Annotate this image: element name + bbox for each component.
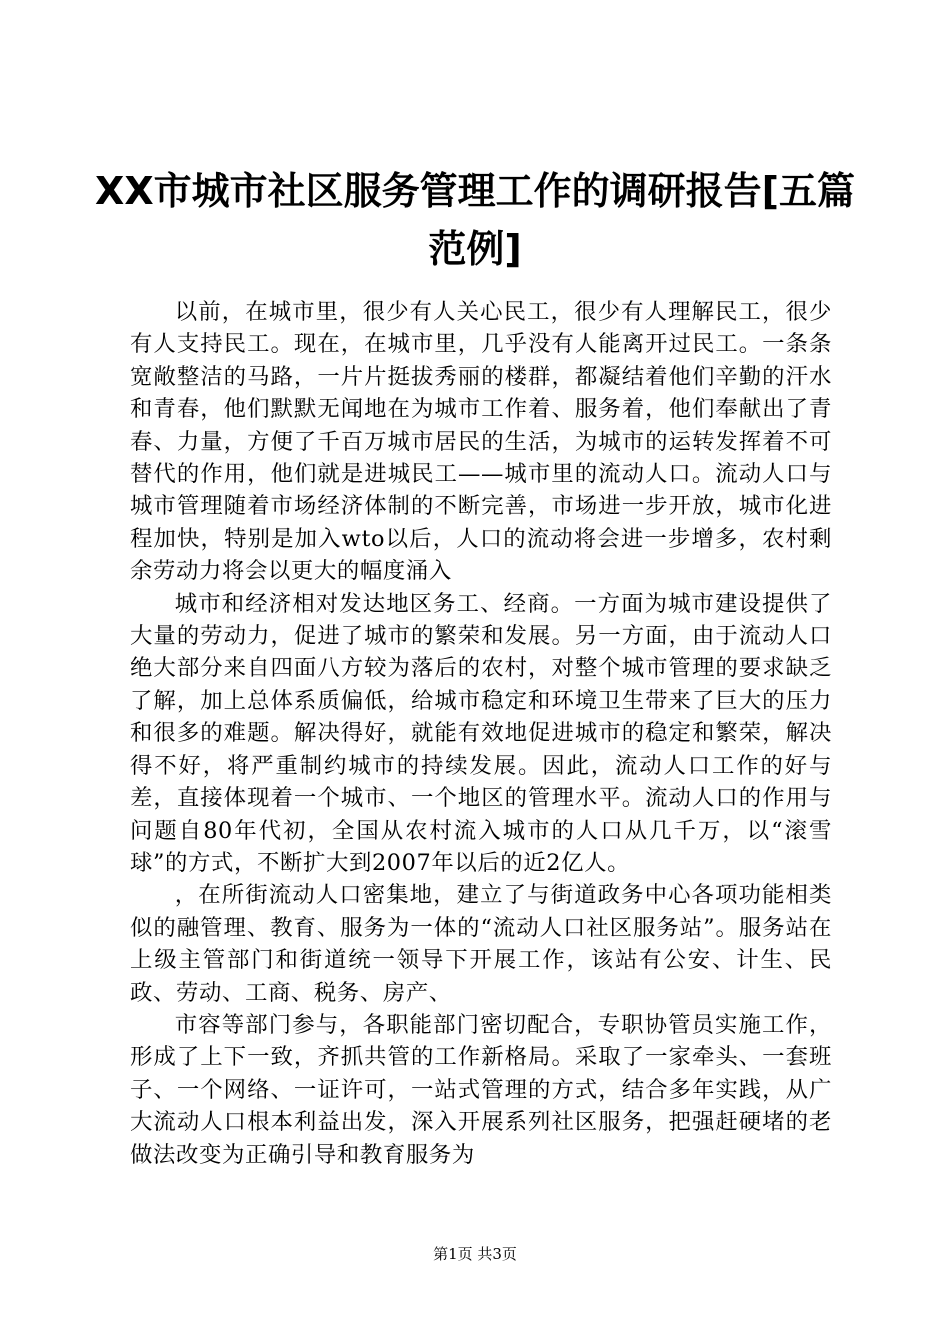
paragraph-1: 以前，在城市里，很少有人关心民工，很少有人理解民工，很少有人支持民工。现在，在城市里，几乎没有人能离开过民工。一条条宽敞整洁的马路，一片片挺拔秀丽的楼群，都凝结着他们辛勤的汗水和青春，他们默默无闻地在为城市工作着、服务着，他们奉献出了青春、力量，方便了千百万城市居民的生活，为城市的运转发挥着不可替代的作用，他们就是进城民工——城市里的流动人口。流动人口与城市管理随着市场经济体制的不断完善，市场进一步开放，城市化进程加快，特别是加入wto以后，人口的流动将会进一步增多，农村剩余劳动力将会以更大的幅度涌入 xyxy=(130,299,832,585)
paragraph-3: ，在所街流动人口密集地，建立了与街道政务中心各项功能相类似的融管理、教育、服务为一体的“流动人口社区服务站”。服务站在上级主管部门和街道统一领导下开展工作，该站有公安、计生、民政、劳动、工商、税务、房产、 xyxy=(130,882,832,1006)
paragraph-2: 城市和经济相对发达地区务工、经商。一方面为城市建设提供了大量的劳动力，促进了城市的繁荣和发展。另一方面，由于流动人口绝大部分来自四面八方较为落后的农村，对整个城市管理的要求缺乏了解，加上总体系质偏低，给城市稳定和环境卫生带来了巨大的压力和很多的难题。解决得好，就能有效地促进城市的稳定和繁荣，解决得不好，将严重制约城市的持续发展。因此，流动人口工作的好与差，直接体现着一个城市、一个地区的管理水平。流动人口的作用与问题自80年代初，全国从农村流入城市的人口从几千万，以“滚雪球”的方式，不断扩大到2007年以后的近2亿人。 xyxy=(130,590,832,876)
document-title: XX市城市社区服务管理工作的调研报告[五篇范例] xyxy=(95,169,855,271)
document-body xyxy=(130,296,832,1171)
page-number-footer: 第1页 共3页 xyxy=(433,1245,517,1263)
paragraph-4: 市容等部门参与，各职能部门密切配合，专职协管员实施工作，形成了上下一致，齐抓共管的工作新格局。采取了一家牵头、一套班子、一个网络、一证许可，一站式管理的方式，结合多年实践，从广大流动人口根本利益出发，深入开展系列社区服务，把强赶硬堵的老做法改变为正确引导和教育服务为 xyxy=(130,1011,832,1168)
